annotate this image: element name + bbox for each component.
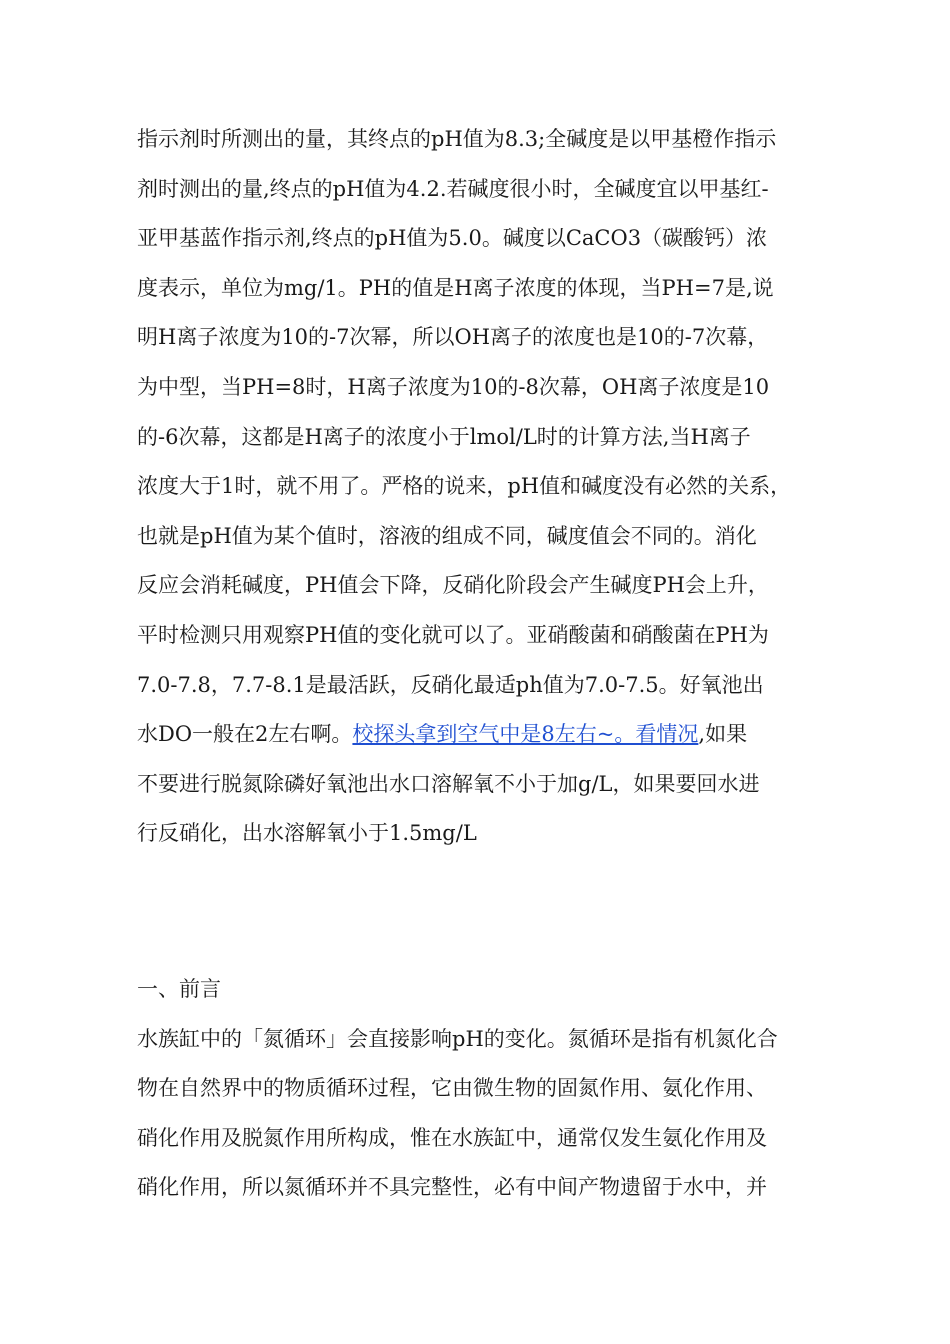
- text-line: 指示剂时所测出的量，其终点的pH值为8.3;全碱度是以甲基橙作指示: [137, 127, 777, 151]
- text-line: 物在自然界中的物质循环过程，它由微生物的固氮作用、氨化作用、: [137, 1076, 767, 1101]
- alkalinity-paragraph: [137, 115, 827, 859]
- text-line: 明H离子浓度为10的-7次幂，所以OH离子的浓度也是10的-7次幕，: [137, 325, 769, 350]
- text-line: 不要进行脱氮除磷好氧池出水口溶解氧不小于加g/L，如果要回水进: [137, 771, 760, 796]
- text-line: 浓度大于1时，就不用了。严格的说来，pH值和碱度没有必然的关系，: [137, 474, 792, 499]
- text-line: 硝化作用，所以氮循环并不具完整性，必有中间产物遗留于水中，并: [137, 1175, 767, 1200]
- text-line: 水族缸中的「氮循环」会直接影响pH的变化。氮循环是指有机氮化合: [137, 1026, 778, 1051]
- text-line: 7.0-7.8，7.7-8.1是最活跃，反硝化最适ph值为7.0-7.5。好氧池出: [137, 672, 764, 697]
- text-line: 的-6次幕，这都是H离子的浓度小于lmol/L时的计算方法,当H离子: [137, 424, 751, 449]
- text-segment: ,如果: [698, 722, 748, 747]
- text-line: 行反硝化，出水溶解氧小于1.5mg/L: [137, 821, 477, 846]
- text-line: 度表示，单位为mg/1。PH的值是H离子浓度的体现，当PH=7是,说: [137, 275, 774, 300]
- text-line-with-link: [137, 710, 827, 760]
- text-line: 硝化作用及脱氮作用所构成，惟在水族缸中，通常仅发生氨化作用及: [137, 1125, 767, 1150]
- text-line: 平时检测只用观察PH值的变化就可以了。亚硝酸菌和硝酸菌在PH为: [137, 622, 769, 647]
- section-heading: 一、前言: [137, 977, 221, 1001]
- text-line: 为中型，当PH=8时，H离子浓度为10的-8次幕，OH离子浓度是10: [137, 374, 770, 399]
- text-line: 剂时测出的量,终点的pH值为4.2.若碱度很小时，全碱度宜以甲基红-: [137, 176, 769, 201]
- probe-calibration-link[interactable]: 校探头拿到空气中是8左右~。看情况: [352, 722, 699, 747]
- text-line: 反应会消耗碱度，PH值会下降，反硝化阶段会产生碱度PH会上升，: [137, 573, 769, 598]
- text-segment: 水DO一般在2左右啊。: [137, 722, 353, 747]
- text-line: 也就是pH值为某个值时，溶液的组成不同，碱度值会不同的。消化: [137, 523, 757, 548]
- text-line: 亚甲基蓝作指示剂,终点的pH值为5.0。碱度以CaCO3（碳酸钙）浓: [137, 226, 768, 251]
- preface-section: [137, 965, 827, 1213]
